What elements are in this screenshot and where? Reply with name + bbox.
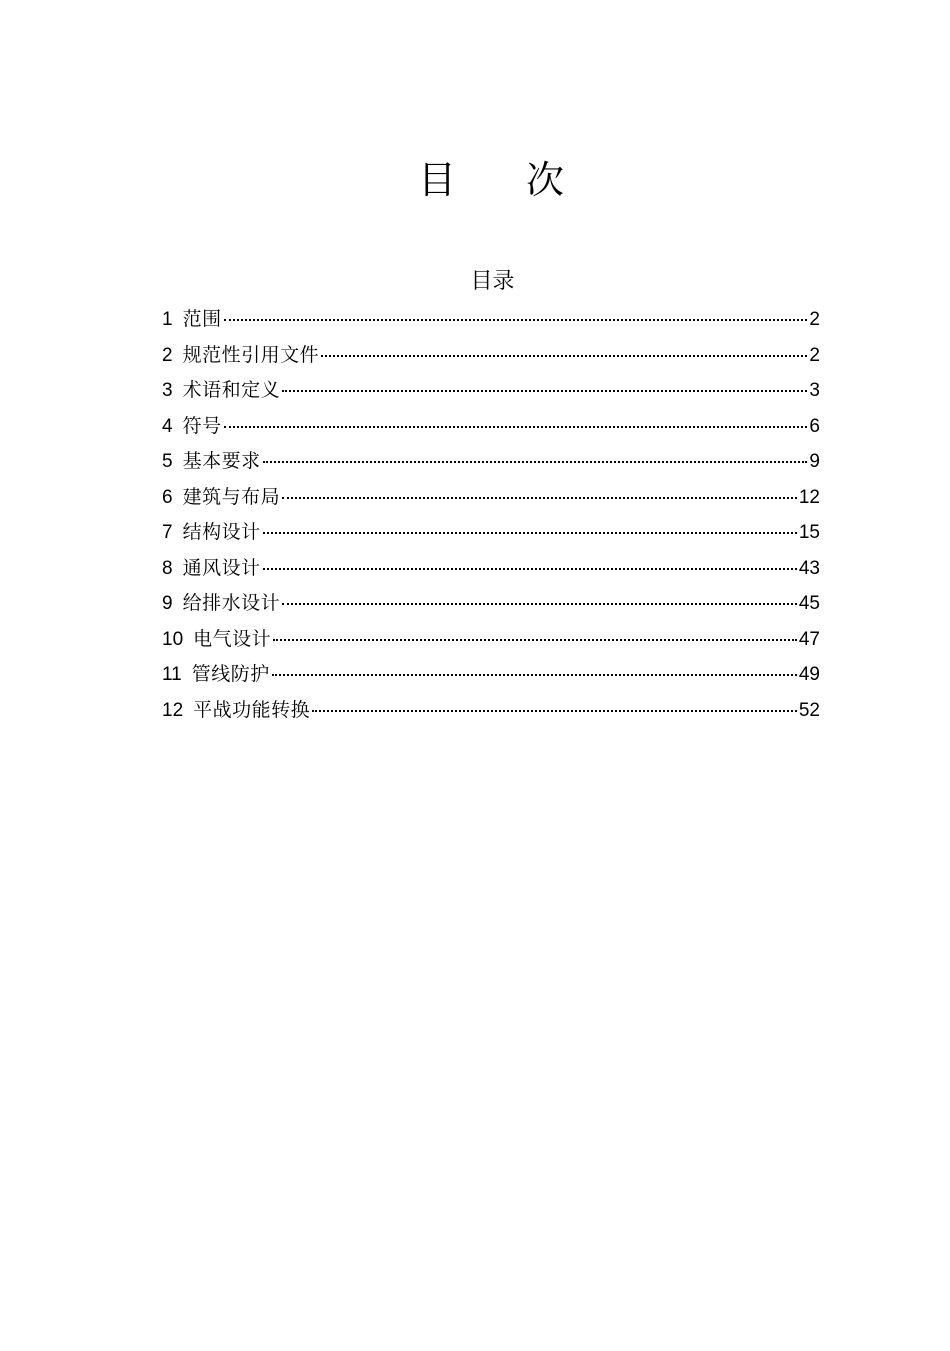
toc-entry[interactable] (162, 586, 820, 622)
toc-entry-title: 建筑与布局 (182, 485, 281, 508)
toc-entry-title: 规范性引用文件 (182, 343, 320, 366)
toc-dot-leader (282, 389, 807, 392)
toc-entry-title: 管线防护 (191, 663, 270, 685)
toc-entry-page: 12 (798, 486, 820, 508)
toc-entry-title: 基本要求 (182, 450, 261, 472)
toc-dot-leader (282, 602, 797, 605)
toc-dot-leader (282, 496, 797, 499)
toc-entry-number: 11 (162, 664, 182, 685)
toc-entry-number: 7 (162, 522, 173, 543)
toc-entry-number: 2 (162, 344, 173, 366)
toc-dot-leader (263, 460, 808, 463)
toc-entry-title: 范围 (182, 308, 222, 330)
toc-entry-title: 平战功能转换 (193, 698, 311, 721)
toc-entry-page: 6 (809, 415, 820, 437)
toc-entry[interactable] (162, 515, 820, 551)
toc-entry-page: 43 (798, 557, 820, 579)
toc-caption: 目录 (470, 269, 515, 294)
toc-entry-number: 6 (162, 486, 173, 508)
page-title (0, 154, 950, 206)
toc-entry[interactable] (162, 338, 820, 374)
toc-entry-number: 5 (162, 451, 173, 472)
toc-dot-leader (263, 531, 797, 534)
toc-entry-title: 符号 (182, 414, 222, 437)
toc-entry-number: 12 (162, 699, 184, 721)
toc-entry-title: 结构设计 (182, 521, 261, 543)
toc-dot-leader (263, 567, 797, 570)
toc-entry[interactable] (162, 373, 820, 409)
toc-dot-leader (273, 638, 797, 641)
page-title-char-1: 目 (418, 158, 457, 202)
toc-entry[interactable] (162, 622, 820, 658)
toc-entry-title: 通风设计 (182, 556, 261, 579)
toc-entry[interactable] (162, 444, 820, 480)
toc-entry-number: 3 (162, 380, 173, 401)
toc-entry-page: 15 (798, 522, 820, 543)
toc-entry-number: 10 (162, 628, 184, 650)
toc-entry[interactable] (162, 551, 820, 587)
toc-entry[interactable] (162, 302, 820, 338)
toc-entry-page: 2 (809, 309, 820, 330)
toc-entry-number: 4 (162, 415, 173, 437)
toc-entry-page: 52 (798, 699, 820, 721)
toc-entry[interactable] (162, 409, 820, 445)
toc-entry-number: 8 (162, 557, 173, 579)
table-of-contents (162, 302, 820, 728)
toc-entry-number: 1 (162, 309, 173, 330)
toc-entry-page: 3 (809, 380, 820, 401)
toc-dot-leader (224, 425, 808, 428)
toc-entry[interactable] (162, 657, 820, 693)
toc-dot-leader (272, 673, 797, 676)
toc-entry-page: 47 (798, 628, 820, 650)
toc-entry-title: 电气设计 (193, 627, 272, 650)
toc-dot-leader (312, 709, 797, 712)
toc-entry-title: 给排水设计 (182, 592, 281, 614)
page-title-char-2: 次 (526, 158, 565, 202)
toc-entry[interactable] (162, 480, 820, 516)
toc-dot-leader (224, 318, 808, 321)
toc-entry-page: 2 (809, 344, 820, 366)
toc-entry-page: 45 (798, 593, 820, 614)
toc-entry-page: 9 (809, 451, 820, 472)
toc-dot-leader (321, 354, 807, 357)
toc-entry[interactable] (162, 693, 820, 729)
toc-entry-page: 49 (798, 664, 820, 685)
toc-entry-title: 术语和定义 (182, 379, 281, 401)
toc-entry-number: 9 (162, 593, 173, 614)
